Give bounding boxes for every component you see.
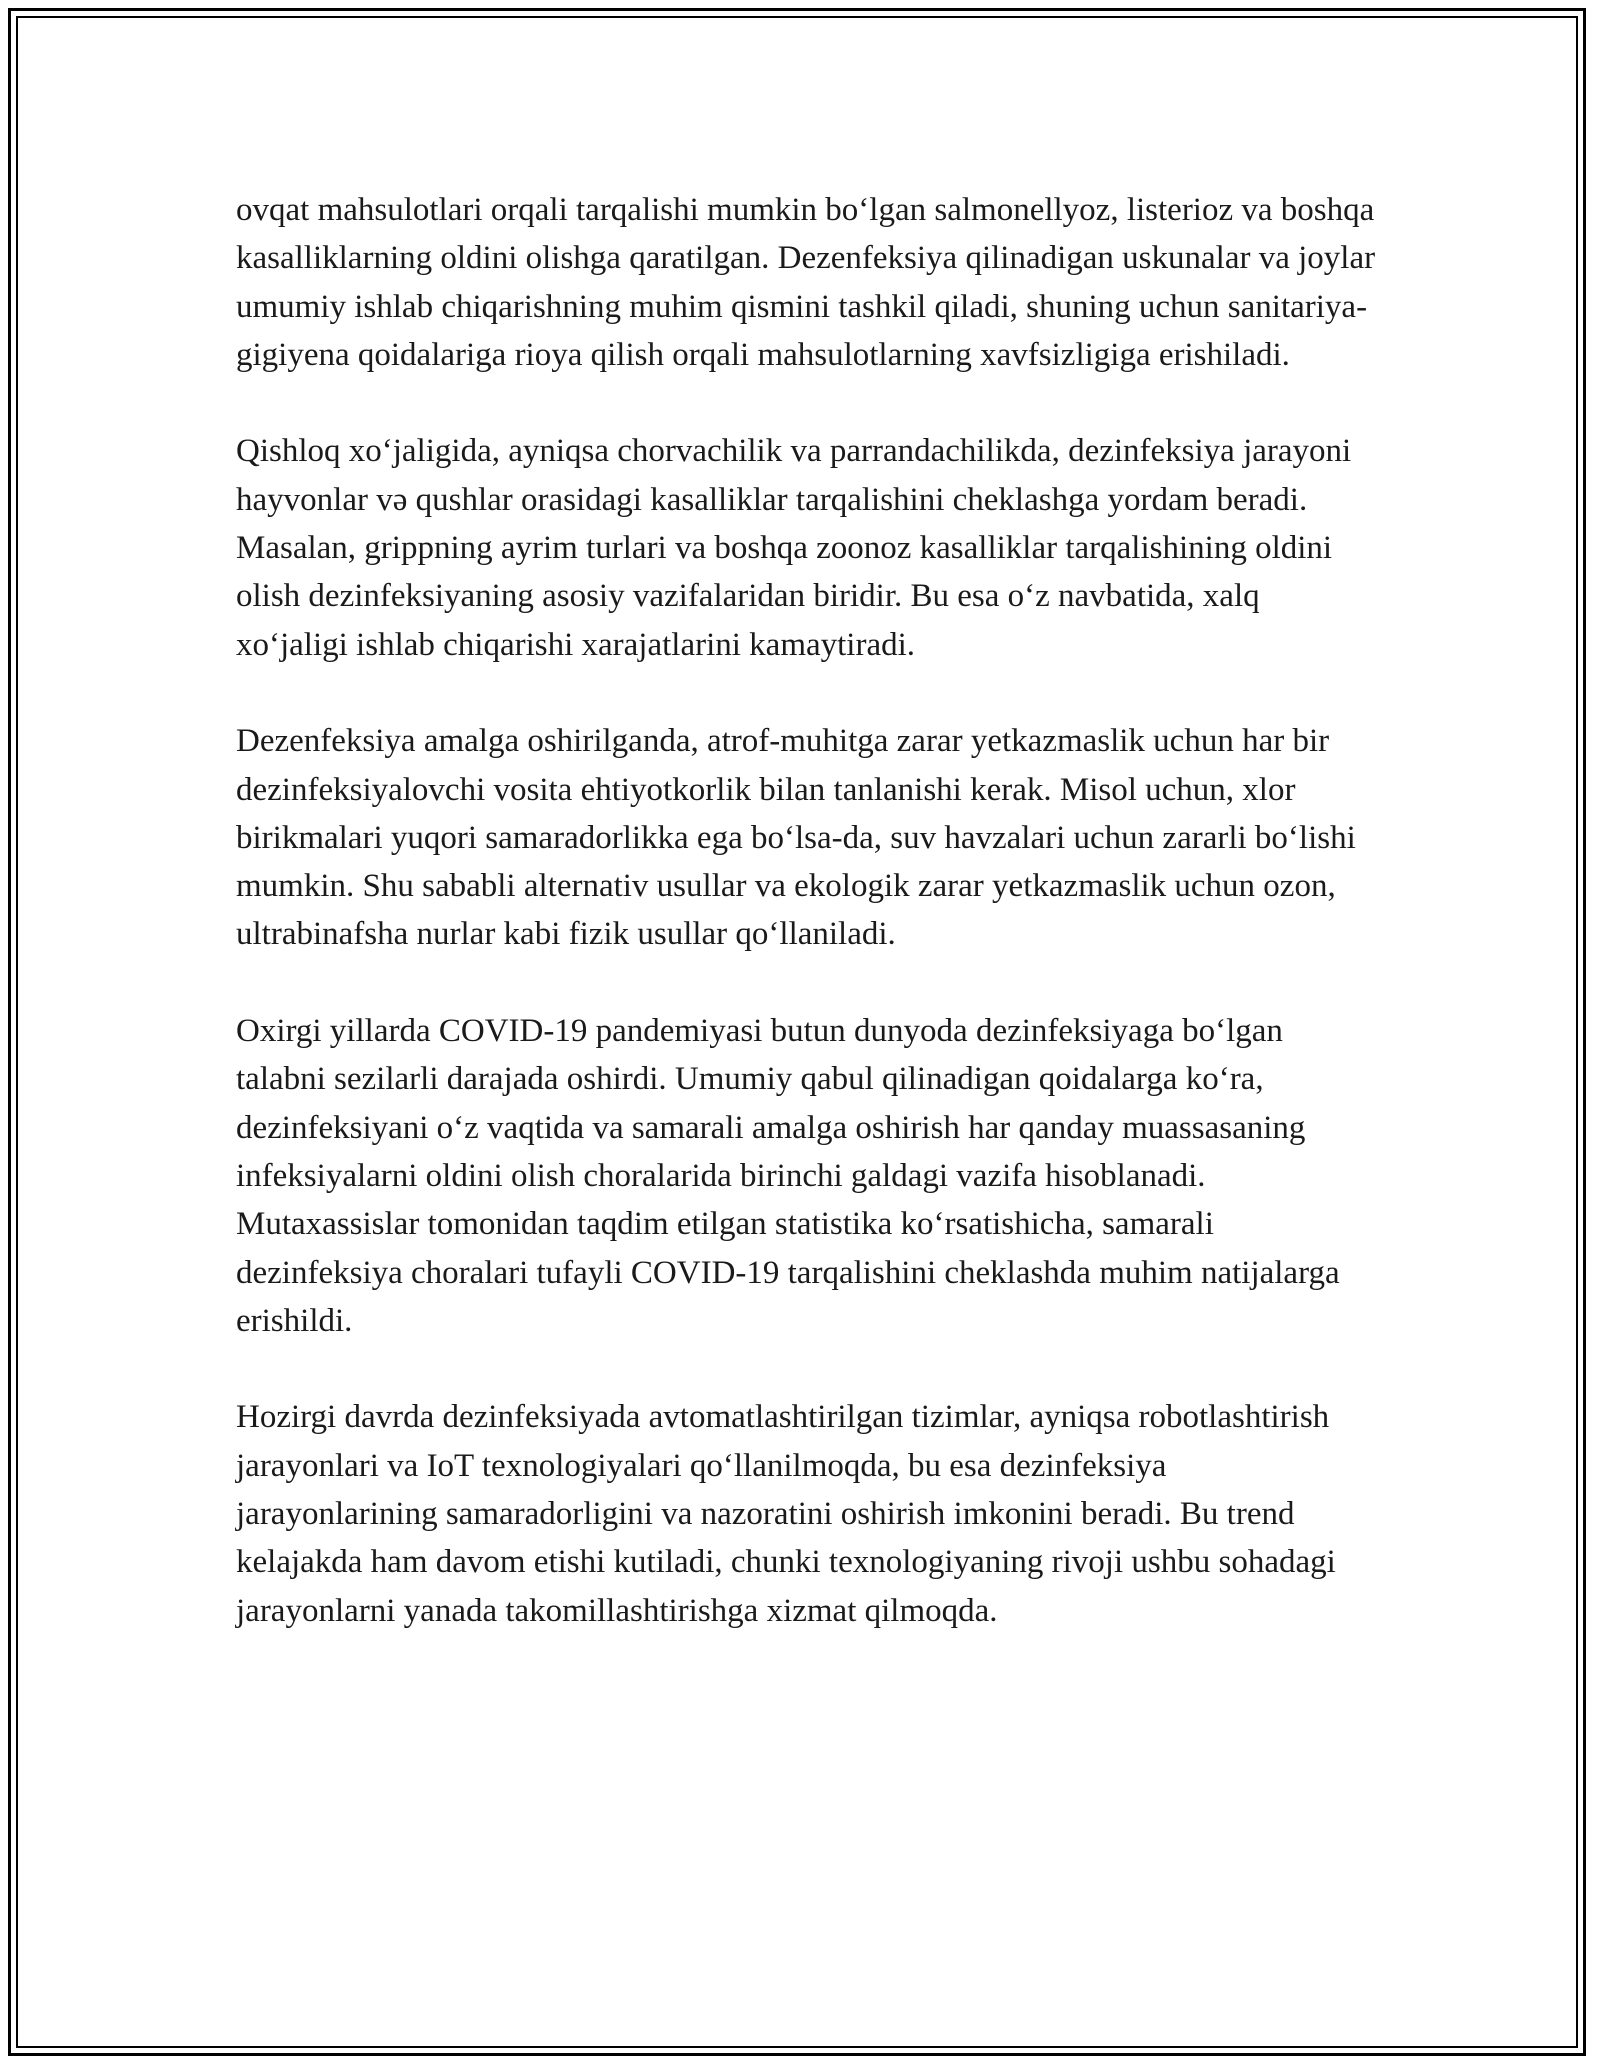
document-body (236, 186, 1376, 1683)
paragraph-agriculture: Qishloq xoʻjaligida, ayniqsa chorvachilik va parrandachilikda, dezinfeksiya jarayoni hayvonlar və qushlar orasidagi kasalliklar tarqalishini cheklashga yordam beradi. Masalan, grippning ayrim turlari va boshqa zoonoz kasalliklar tarqalishining oldini olish dezinfeksiyaning asosiy vazifalaridan biridir. Bu esa oʻz navbatida, xalq xoʻjaligi ishlab chiqarishi xarajatlarini kamaytiradi. (236, 433, 1352, 663)
paragraph-environment: Dezenfeksiya amalga oshirilganda, atrof-muhitga zarar yetkazmaslik uchun har bir dezinfeksiyalovchi vosita ehtiyotkorlik bilan tanlanishi kerak. Misol uchun, xlor birikmalari yuqori samaradorlikka ega boʻlsa-da, suv havzalari uchun zararli boʻlishi mumkin. Shu sababli alternativ usullar va ekologik zarar yetkazmaslik uchun ozon, ultrabinafsha nurlar kabi fizik usullar qoʻllaniladi. (236, 723, 1356, 953)
paragraph-covid: Oxirgi yillarda COVID-19 pandemiyasi butun dunyoda dezinfeksiyaga boʻlgan talabni sezilarli darajada oshirdi. Umumiy qabul qilinadigan qoidalarga koʻra, dezinfeksiyani oʻz vaqtida va samarali amalga oshirish har qanday muassasaning infeksiyalarni oldini olish choralarida birinchi galdagi vazifa hisoblanadi. Mutaxassislar tomonidan taqdim etilgan statistika koʻrsatishicha, samarali dezinfeksiya choralari tufayli COVID-19 tarqalishini cheklashda muhim natijalarga erishildi. (236, 1013, 1340, 1339)
paragraph-automation: Hozirgi davrda dezinfeksiyada avtomatlashtirilgan tizimlar, ayniqsa robotlashtirish jarayonlari va IoT texnologiyalari qoʻllanilmoqda, bu esa dezinfeksiya jarayonlarining samaradorligini va nazoratini oshirish imkonini beradi. Bu trend kelajakda ham davom etishi kutiladi, chunki texnologiyaning rivoji ushbu sohadagi jarayonlarni yanada takomillashtirishga xizmat qilmoqda. (236, 1399, 1336, 1629)
paragraph-food-safety: ovqat mahsulotlari orqali tarqalishi mumkin boʻlgan salmonellyoz, listerioz va boshqa kasalliklarning oldini olishga qaratilgan. Dezenfeksiya qilinadigan uskunalar va joylar umumiy ishlab chiqarishning muhim qismini tashkil qiladi, shuning uchun sanitariya-gigiyena qoidalariga rioya qilish orqali mahsulotlarning xavfsizligiga erishiladi. (236, 192, 1376, 373)
